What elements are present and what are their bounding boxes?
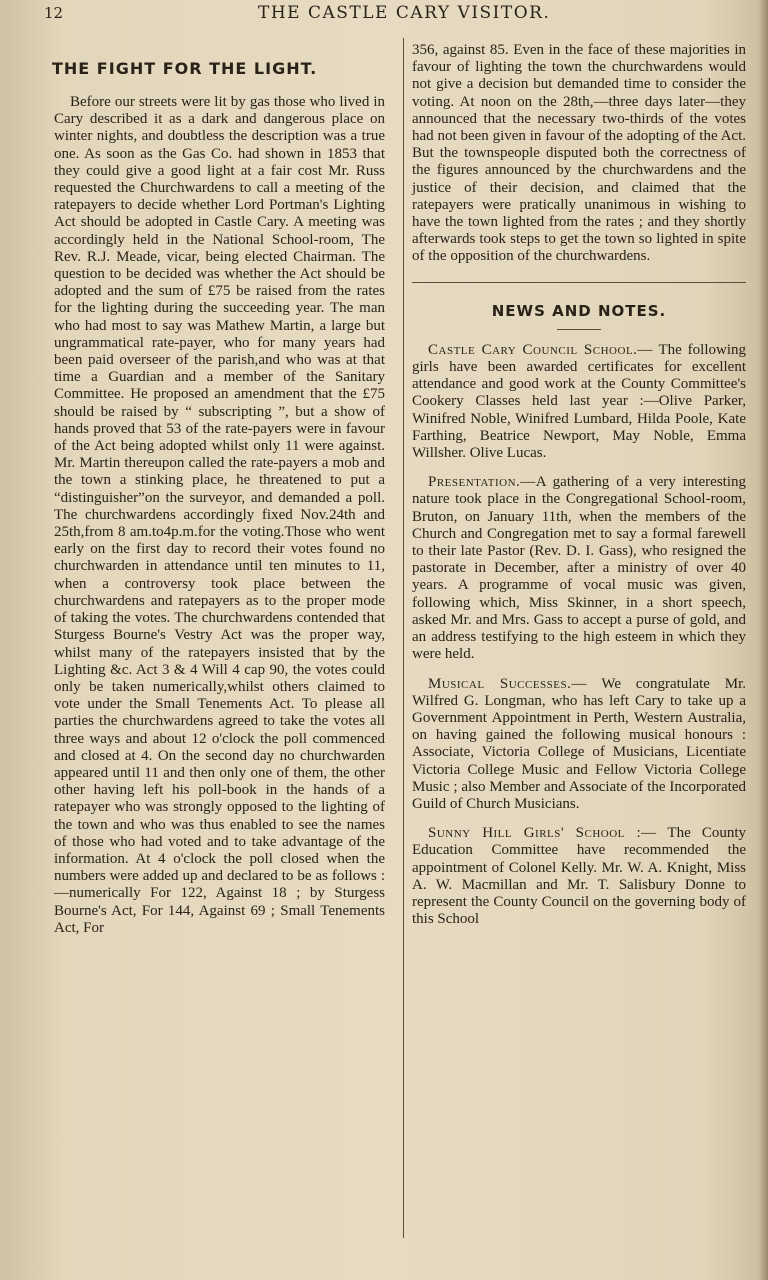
page-number: 12 <box>44 4 64 22</box>
news-item-musical-successes <box>412 676 746 814</box>
news-item-text: A gathering of a very interesting nature took place in the Congregational School-room, Bruton, on January 11th, when the members of the Church and Congregation met to say a formal farewell to their late Pastor (Rev. D. I. Gass), who resigned the pastorate in December, after a ministry of over 40 years. A programme of vocal music was given, following which, Miss Skinner, in a short speech, asked Mr. and Mrs. Gass to accept a purse of gold, and an address testifying to the high esteem in which they were held. <box>412 474 746 663</box>
title-underline <box>557 329 601 330</box>
right-column <box>412 42 746 928</box>
article-body: Before our streets were lit by gas those who lived in Cary described it as a dark and dangerous place on winter nights, and doubtless the description was a true one. As soon as the Gas Co. had shown in 1853 that they could give a good light at a fair cost Mr. Russ requested the Churchwardens to call a meeting of the ratepayers to decide whether Lord Portman's Lighting Act should be adopted in Castle Cary. A meeting was accordingly held in the National School-room, The Rev. R.J. Meade, vicar, being elected Chairman. The question to be decided was whether the Act should be adopted and the sum of £75 be raised from the rates for the lighting during the succeeding year. The man who had most to say was Mathew Martin, a large but ungrammatical rate-payer, who for many years had been paid overseer of the parish,and who was at that time a Guardian and a member of the Sanitary Committee. He proposed an amendment that the £75 should be raised by “ subscripting ”, but a show of hands proved that 53 of the rate-payers were in favour of the Act being adopted whilst only 11 were against. Mr. Martin thereupon called the rate-payers a mob and the town a stinking place, he threatened to put a “distinguisher”on the surveyor, and demanded a poll. The churchwardens accordingly fixed Nov.24th and 25th,from 8 am.to4p.m.for the voting.Those who went early on the first day to record their votes found no churchwarden in attendance until ten minutes to 11, when a controversy took place between the churchwardens and ratepayers as to the proper mode of taking the votes. The churchwardens contended that Sturgess Bourne's Vestry Act was the proper way, whilst many of the ratepayers insisted that by the Lighting &c. Act 3 & 4 Will 4 cap 90, the votes could only be taken numerically,whilst others claimed to vote under the Small Tenements Act. To please all parties the churchwardens agreed to take the votes all three ways and about 12 o'clock the poll commenced and closed at 4. On the second day no churchwarden appeared until 11 and then only one of them, the other other having left his poll-book in the hands of a ratepayer who was strongly opposed to the lighting of the town and who was thus enabled to see the names of those who had voted and to take advantage of the information. At 4 o'clock the poll closed when the numbers were added up and declared to be as follows :—numerically For 122, Against 18 ; by Sturgess Bourne's Act, For 144, Against 69 ; Small Tenements Act, For <box>54 94 385 936</box>
news-item-council-school <box>412 342 746 462</box>
section-divider <box>412 282 746 283</box>
news-section-title: NEWS AND NOTES. <box>491 301 667 320</box>
news-item-lead: Presentation.— <box>428 474 536 491</box>
left-column <box>54 94 385 937</box>
news-item-lead: Musical Successes.— <box>428 675 587 692</box>
news-item-lead: Sunny Hill Girls' School :— <box>428 825 657 842</box>
page-edge-shadow <box>758 0 768 1280</box>
news-item-lead: Castle Cary Council School.— <box>428 341 653 358</box>
column-divider <box>403 38 404 1238</box>
page-header <box>0 2 768 24</box>
article-continuation: 356, against 85. Even in the face of these majorities in favour of lighting the town the churchwardens would not give a decision but demanded time to consider the voting. At noon on the 28th,—three days later—they announced that the necessary two-thirds of the votes had not been given in favour of the adopting of the Act. But the townspeople disputed both the correctness of the figures announced by the churchwardens and the justice of their decision, and claimed that the ratepayers were pratically unanimous in wishing to have the town lighted from the rates ; and they shortly afterwards took steps to get the town so lighted in spite of the opposition of the churchwardens. <box>412 42 746 265</box>
running-title: THE CASTLE CARY VISITOR. <box>258 3 551 23</box>
news-item-sunny-hill <box>412 825 746 928</box>
news-item-text: We congratulate Mr. Wilfred G. Longman, who has left Cary to take up a Government Appointment in Perth, Western Australia, on having gained the following musical honours : Associate, Victoria College of Musicians, Licentiate Victoria College Music and Fellow Victoria College Music ; also Member and Associate of the Incorporated Guild of Church Musicians. <box>412 675 746 812</box>
article-title: THE FIGHT FOR THE LIGHT. <box>52 58 318 78</box>
news-item-text: The County Education Committee have recommended the appointment of Colonel Kelly. Mr. W. A. Knight, Miss A. W. Macmillan and Mr. T. Salisbury Donne to represent the County Council on the governing body of this School <box>412 825 746 928</box>
news-item-text: The following girls have been awarded certificates for excellent attendance and good work at the County Committee's Cookery Classes held last year :—Olive Parker, Winifred Noble, Winifred Lumbard, Hilda Poole, Kate Farthing, Beatrice Newport, May Noble, Emma Willsher. Olive Lucas. <box>412 341 746 462</box>
news-item-presentation <box>412 474 746 663</box>
